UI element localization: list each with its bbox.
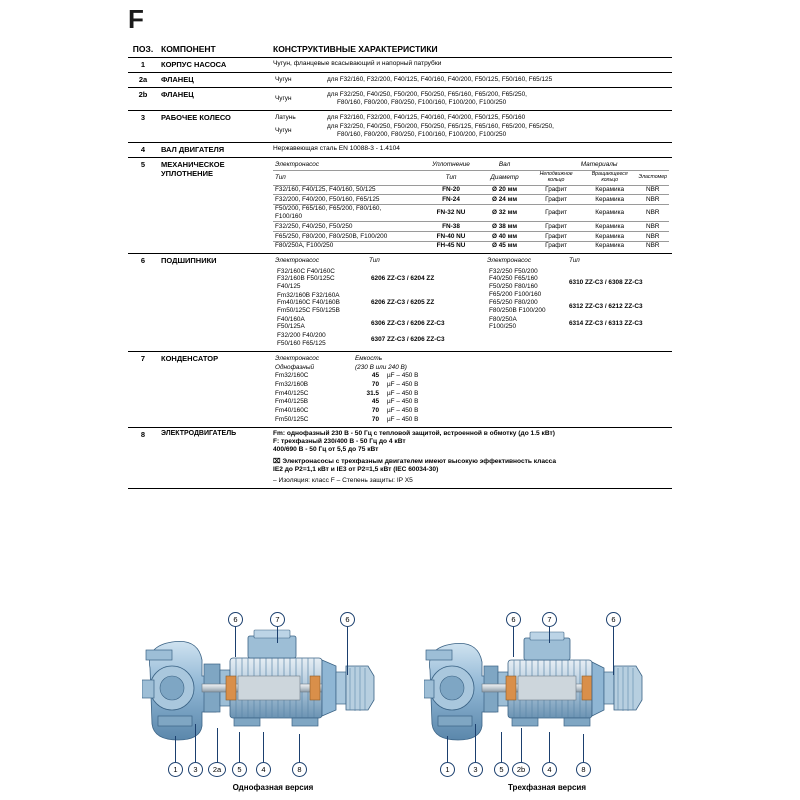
bearings-header-row	[273, 256, 669, 265]
mech-seal: FN-38	[422, 222, 480, 232]
mech-diam: Ø 45 мм	[480, 241, 530, 250]
leader-line	[549, 732, 550, 762]
mech-elast: NBR	[637, 222, 669, 232]
callout-4-right: 4	[542, 762, 557, 777]
table-row	[128, 73, 672, 88]
caption-three-phase: Трехфазная версия	[507, 783, 587, 792]
mech-row	[273, 204, 669, 221]
bearings-col-pump: Электронасос	[275, 256, 320, 264]
mech-col-materials: Материалы	[529, 160, 669, 170]
header-description: КОНСТРУКТИВНЫЕ ХАРАКТЕРИСТИКИ	[270, 42, 672, 58]
leader-line	[521, 728, 522, 762]
mech-row	[273, 232, 669, 242]
bearing-row	[275, 315, 477, 331]
bearing-type: 6312 ZZ-C3 / 6212 ZZ-C3	[569, 303, 643, 311]
bearing-pumps	[275, 315, 369, 331]
mech-rot: Керамика	[583, 232, 637, 242]
mech-stat: Графит	[529, 204, 583, 221]
callout-6-left-top-b: 6	[340, 612, 355, 627]
mech-header-row	[273, 160, 669, 170]
leader-line	[195, 724, 196, 762]
pump-line: F40/250 F65/160	[489, 275, 538, 283]
row-description	[270, 427, 672, 488]
bearing-type: 6310 ZZ-C3 / 6308 ZZ-C3	[569, 279, 643, 287]
bearings-body-row	[273, 265, 669, 348]
mech-sub-stationary: Неподвижное кольцо	[529, 170, 583, 185]
pump-line: F32/160C F40/160C	[277, 267, 335, 275]
capacitor-voltage: (230 В или 240 В)	[355, 363, 407, 371]
bearing-pumps	[275, 332, 369, 348]
mech-diam: Ø 38 мм	[480, 222, 530, 232]
pump-diagram-three-phase	[424, 624, 672, 754]
capacitor-unit: µF – 450 В	[387, 372, 419, 380]
bearing-pumps	[275, 267, 369, 291]
mech-seal: FH-45 NU	[422, 241, 480, 250]
mech-elast: NBR	[637, 241, 669, 250]
table-row	[128, 88, 672, 111]
capacitor-pump: Fm32/160B	[275, 381, 309, 389]
callout-1-left: 1	[168, 762, 183, 777]
mech-seal: FN-40 NU	[422, 232, 480, 242]
bearings-col-pump-2: Электронасос	[487, 256, 532, 264]
bearing-row	[487, 315, 667, 331]
bearings-col-type-2: Тип	[569, 256, 580, 264]
pump-line: F50/125A	[277, 323, 305, 331]
motor-line: Fm: однофазный 230 В - 50 Гц с тепловой защитой, встроенной в обмотку (до 1.5 кВт)	[273, 429, 555, 437]
leader-line	[175, 736, 176, 762]
table-row	[128, 111, 672, 143]
row-description	[270, 58, 672, 73]
callout-6-right-top-a: 6	[506, 612, 521, 627]
spec-sheet	[128, 42, 672, 489]
mech-rot: Керамика	[583, 195, 637, 205]
motor-line: ⌧ Электронасосы с трехфазным двигателем имеют высокую эффективность класса	[273, 457, 557, 465]
bearing-row	[275, 291, 477, 315]
capacitor-row	[273, 407, 669, 416]
row-pos: 4	[128, 143, 158, 158]
mech-diam: Ø 20 мм	[480, 185, 530, 195]
mech-elast: NBR	[637, 232, 669, 242]
row-component: ПОДШИПНИКИ	[158, 254, 270, 352]
capacitor-unit: µF – 450 В	[387, 415, 419, 423]
capacitor-unit: µF – 450 В	[387, 407, 419, 415]
capacitor-subheader-row	[273, 363, 669, 372]
leader-line	[583, 734, 584, 762]
capacitor-row	[273, 381, 669, 390]
leader-line	[447, 736, 448, 762]
motor-line: – Изоляция: класс F – Степень защиты: IP X5	[273, 477, 413, 485]
impeller-table	[273, 113, 669, 139]
capacitor-col-pump: Электронасос	[275, 354, 320, 362]
capacitor-unit: µF – 450 В	[387, 381, 419, 389]
bearing-row	[487, 299, 667, 315]
bearing-row	[275, 267, 477, 291]
pump-line: Fm40/160C F40/160B	[277, 299, 340, 307]
pump-line: Fm50/125C F50/125B	[277, 307, 340, 315]
header-pos: ПОЗ.	[128, 42, 158, 58]
pump-line: F80/250B F100/200	[489, 307, 546, 315]
pump-line: F40/160A	[277, 315, 305, 323]
capacitor-pump: Fm40/125B	[275, 398, 309, 406]
table-row-motor	[128, 427, 672, 488]
callout-7-right-top: 7	[542, 612, 557, 627]
capacitor-pump: Fm32/160C	[275, 372, 309, 380]
row-pos: 2b	[128, 88, 158, 111]
bearings-left-table	[275, 267, 477, 348]
table-row-mechanical-seal	[128, 158, 672, 254]
row-description	[270, 352, 672, 428]
desc-line: F80/160, F80/200, F80/250, F100/160, F100/200, F100/250	[337, 99, 507, 107]
capacitor-phase: Однофазный	[275, 363, 315, 371]
header-component: КОМПОНЕНТ	[158, 42, 270, 58]
row-description	[270, 88, 672, 111]
row-pos: 7	[128, 352, 158, 428]
pump-line: F80/250A	[489, 315, 517, 323]
mech-diam: Ø 40 мм	[480, 232, 530, 242]
pump-line: F32/200 F40/200	[277, 332, 326, 340]
mech-row	[273, 241, 669, 250]
capacitor-value: 70	[371, 407, 379, 415]
mech-col-shaft: Вал	[480, 160, 530, 170]
table-row	[128, 58, 672, 73]
mech-diam: Ø 24 мм	[480, 195, 530, 205]
table-row	[128, 143, 672, 158]
leader-line	[239, 732, 240, 762]
brand-letter: F	[128, 4, 144, 34]
row-pos: 6	[128, 254, 158, 352]
mech-rot: Керамика	[583, 241, 637, 250]
row-pos: 5	[128, 158, 158, 254]
flange-a-table	[273, 75, 669, 84]
mech-stat: Графит	[529, 232, 583, 242]
motor-line: F: трехфазный 230/400 В - 50 Гц до 4 кВт	[273, 438, 406, 446]
mech-stat: Графит	[529, 241, 583, 250]
row-pos: 3	[128, 111, 158, 143]
mech-col-pump: Электронасос	[273, 160, 422, 170]
callout-2a-left: 2a	[208, 762, 226, 777]
capacitor-unit: µF – 450 В	[387, 398, 419, 406]
mech-col-seal: Уплотнение	[422, 160, 480, 170]
spec-table	[128, 42, 672, 489]
capacitor-unit: µF – 450 В	[387, 389, 419, 397]
mech-pump: F80/250A, F100/250	[273, 241, 422, 250]
mech-seal: FN-20	[422, 185, 480, 195]
callout-1-right: 1	[440, 762, 455, 777]
capacitor-row	[273, 372, 669, 381]
capacitor-pump: Fm50/125C	[275, 415, 309, 423]
bearings-left-group	[273, 265, 479, 348]
bearings-table	[273, 256, 669, 348]
leader-line	[475, 724, 476, 762]
material: Чугун	[275, 94, 292, 102]
bearing-pumps	[487, 267, 567, 299]
bearings-right-table	[487, 267, 667, 332]
row-component: МЕХАНИЧЕСКОЕ УПЛОТНЕНИЕ	[158, 158, 270, 254]
callout-8-left: 8	[292, 762, 307, 777]
pump-line: F65/200 F100/160	[489, 290, 542, 298]
callout-5-right: 5	[494, 762, 509, 777]
bearings-right-group	[479, 265, 669, 348]
callout-6-right-top-b: 6	[606, 612, 621, 627]
mech-diam: Ø 32 мм	[480, 204, 530, 221]
bearing-pumps	[275, 291, 369, 315]
row-component: РАБОЧЕЕ КОЛЕСО	[158, 111, 270, 143]
capacitor-value: 70	[371, 381, 379, 389]
bearing-type: 6306 ZZ-C3 / 6206 ZZ-C3	[371, 319, 445, 327]
row-component: КОРПУС НАСОСА	[158, 58, 270, 73]
capacitor-row	[273, 415, 669, 424]
bearings-col-type: Тип	[369, 256, 380, 264]
desc-line: для F32/250, F40/250, F50/200, F50/250, F65/160, F65/200, F65/250,	[327, 90, 527, 98]
motor-line: IE2 до P2=1,1 кВт и IE3 от P2=1,5 кВт (IEC 60034-30)	[273, 465, 439, 473]
leader-line	[347, 627, 348, 675]
material: Чугун	[275, 75, 292, 83]
motor-line: 400/690 В - 50 Гц от 5,5 до 75 кВт	[273, 446, 379, 454]
leader-line	[501, 732, 502, 762]
mech-rot: Керамика	[583, 204, 637, 221]
mech-pump: F65/250, F80/200, F80/250B, F100/200	[273, 232, 422, 242]
capacitor-row	[273, 398, 669, 407]
row-component: ВАЛ ДВИГАТЕЛЯ	[158, 143, 270, 158]
capacitor-value: 45	[371, 398, 379, 406]
callout-7-left-top: 7	[270, 612, 285, 627]
material-2: Чугун	[275, 126, 292, 134]
capacitor-value: 70	[371, 415, 379, 423]
mech-row	[273, 222, 669, 232]
desc-line: Чугун, фланцевые всасывающий и напорный патрубки	[273, 60, 442, 67]
leader-line	[277, 627, 278, 643]
bearing-pumps	[487, 299, 567, 315]
mech-subheader-row	[273, 170, 669, 185]
pump-line: F50/250 F80/160	[489, 282, 538, 290]
mech-sub-diam: Диаметр	[480, 170, 530, 185]
mech-seal-table	[273, 160, 669, 250]
bearing-row	[487, 267, 667, 299]
capacitor-col-capacity: Емкость	[355, 354, 383, 362]
bearing-type: 6206 ZZ-C3 / 6204 ZZ	[371, 275, 435, 283]
callout-5-left: 5	[232, 762, 247, 777]
mech-stat: Графит	[529, 195, 583, 205]
leader-line	[263, 732, 264, 762]
desc-line: F80/160, F80/200, F80/250, F100/160, F100/200, F100/250	[337, 131, 507, 139]
capacitor-pump: Fm40/125C	[275, 389, 309, 397]
mech-stat: Графит	[529, 185, 583, 195]
row-pos: 1	[128, 58, 158, 73]
row-description	[270, 111, 672, 143]
table-header-row	[128, 42, 672, 58]
bearing-pumps	[487, 315, 567, 331]
mech-rot: Керамика	[583, 222, 637, 232]
mech-pump: F32/160, F40/125, F40/160, 50/125	[273, 185, 422, 195]
pump-line: Fm32/160B F32/160A	[277, 291, 340, 299]
bearing-type: 6307 ZZ-C3 / 6206 ZZ-C3	[371, 335, 445, 343]
mech-elast: NBR	[637, 185, 669, 195]
callout-8-right: 8	[576, 762, 591, 777]
row-component: ФЛАНЕЦ	[158, 73, 270, 88]
leader-line	[235, 627, 236, 657]
table-row-capacitor	[128, 352, 672, 428]
pump-line: F40/125	[277, 282, 301, 290]
mech-pump: F32/250, F40/250, F50/250	[273, 222, 422, 232]
pump-line: F32/160B F50/125C	[277, 275, 335, 283]
mech-pump	[273, 204, 422, 221]
leader-line	[549, 627, 550, 643]
pump-line: F100/250	[489, 323, 517, 331]
desc-line: для F32/160, F32/200, F40/125, F40/160, F40/200, F50/125, F50/160	[327, 113, 526, 121]
row-description	[270, 158, 672, 254]
mech-pump-line: F50/200, F65/160, F65/200, F80/160,	[275, 205, 382, 213]
leader-line	[513, 627, 514, 657]
row-pos: 8	[128, 427, 158, 488]
callout-2b-right: 2b	[512, 762, 530, 777]
row-description	[270, 73, 672, 88]
callout-6-left-top-a: 6	[228, 612, 243, 627]
row-component: ФЛАНЕЦ	[158, 88, 270, 111]
mech-seal: FN-32 NU	[422, 204, 480, 221]
illustration-area	[128, 606, 672, 792]
mech-pump: F32/200, F40/200, F50/160, F65/125	[273, 195, 422, 205]
mech-sub-elastomer: Эластомер	[637, 170, 669, 185]
desc-line: Нержавеющая сталь EN 10088-3 - 1.4104	[273, 145, 400, 153]
mech-row	[273, 185, 669, 195]
desc-line: для F32/160, F32/200, F40/125, F40/160, F40/200, F50/125, F50/160, F65/125	[327, 75, 553, 83]
pump-line: F65/250 F80/200	[489, 299, 538, 307]
bearing-row	[275, 332, 477, 348]
desc-line: для F32/250, F40/250, F50/200, F50/250, F65/125, F65/160, F65/200, F65/250,	[327, 122, 554, 130]
capacitor-value: 45	[371, 372, 379, 380]
mech-sub-seal: Тип	[422, 170, 480, 185]
pump-diagram-single-phase	[142, 624, 410, 754]
material: Латунь	[275, 113, 296, 121]
mech-sub-rotating: Вращающееся кольцо	[583, 170, 637, 185]
mech-stat: Графит	[529, 222, 583, 232]
row-description	[270, 254, 672, 352]
bearing-type: 6206 ZZ-C3 / 6205 ZZ	[371, 299, 435, 307]
row-component: ЭЛЕКТРОДВИГАТЕЛЬ	[158, 427, 270, 488]
table-row-bearings	[128, 254, 672, 352]
mech-pump-line: F100/160	[275, 213, 303, 221]
row-description	[270, 143, 672, 158]
callout-3-right: 3	[468, 762, 483, 777]
callout-4-left: 4	[256, 762, 271, 777]
mech-elast: NBR	[637, 195, 669, 205]
flange-b-table	[273, 90, 669, 107]
capacitor-pump: Fm40/160C	[275, 407, 309, 415]
bearing-type: 6314 ZZ-C3 / 6313 ZZ-C3	[569, 319, 643, 327]
leader-line	[299, 734, 300, 762]
mech-sub-pump: Тип	[273, 170, 422, 185]
leader-line	[217, 728, 218, 762]
callout-3-left: 3	[188, 762, 203, 777]
caption-single-phase: Однофазная версия	[232, 783, 314, 792]
capacitor-row	[273, 389, 669, 398]
mech-rot: Керамика	[583, 185, 637, 195]
mech-seal: FN-24	[422, 195, 480, 205]
mech-row	[273, 195, 669, 205]
row-component: КОНДЕНСАТОР	[158, 352, 270, 428]
pump-line: F50/160 F65/125	[277, 339, 326, 347]
capacitor-header-row	[273, 354, 669, 363]
row-pos: 2a	[128, 73, 158, 88]
mech-elast: NBR	[637, 204, 669, 221]
capacitor-value: 31.5	[366, 389, 379, 397]
pump-line: F32/250 F50/200	[489, 267, 538, 275]
capacitor-table	[273, 354, 669, 424]
leader-line	[613, 627, 614, 675]
